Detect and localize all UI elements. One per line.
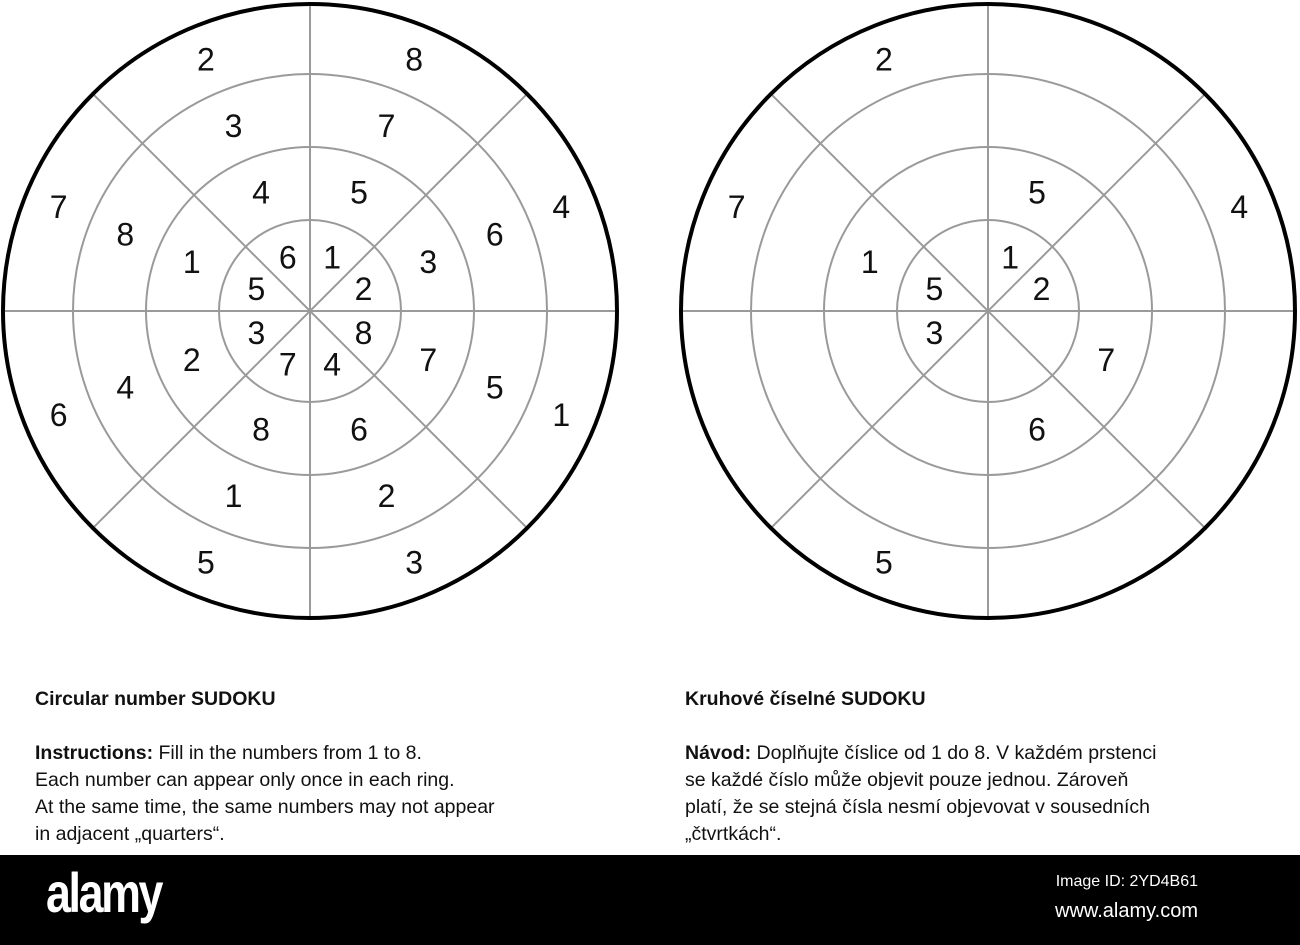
cell-number: 7 (49, 188, 68, 225)
watermark-footer (0, 855, 1300, 945)
cell-number: 5 (1028, 174, 1046, 211)
cell-number: 2 (354, 270, 373, 307)
instruction-line: se každé číslo může objevit pouze jednou. Zároveň (685, 769, 1129, 791)
cell-number: 4 (323, 346, 342, 383)
english-instructions (35, 686, 635, 848)
cell-number: 8 (116, 216, 135, 253)
cell-number: 7 (419, 341, 438, 378)
cell-number: 7 (377, 108, 396, 145)
circular-sudoku-puzzle (678, 0, 1298, 622)
cell-number: 1 (552, 397, 571, 434)
cell-number: 1 (323, 239, 342, 276)
cell-number: 4 (252, 174, 270, 211)
cell-number: 8 (405, 41, 423, 78)
cell-number: 3 (405, 544, 423, 581)
cell-number: 8 (354, 315, 373, 352)
cell-number: 4 (552, 188, 571, 225)
cell-number: 6 (278, 239, 297, 276)
cell-number: 1 (860, 244, 879, 281)
instructions-label: Instructions: (35, 742, 154, 764)
czech-instructions (685, 686, 1285, 848)
cell-number: 2 (1032, 270, 1051, 307)
cell-number: 7 (727, 188, 746, 225)
cell-number: 1 (224, 477, 243, 514)
cell-number: 6 (485, 216, 504, 253)
instruction-line: platí, že se stejná čísla nesmí objevovat v sousedních (685, 796, 1151, 818)
instruction-line: Each number can appear only once in each ring. (35, 769, 455, 791)
cell-number: 5 (875, 544, 893, 581)
cell-number: 6 (1028, 411, 1046, 448)
cell-number: 2 (377, 477, 396, 514)
cell-number: 3 (224, 108, 243, 145)
czech-title: Kruhové číselné SUDOKU (685, 688, 926, 710)
english-title: Circular number SUDOKU (35, 688, 276, 710)
cell-number: 5 (197, 544, 215, 581)
instruction-line: „čtvrtkách“. (685, 823, 782, 845)
circular-sudoku-solution (0, 0, 620, 622)
cell-number: 2 (197, 41, 215, 78)
cell-number: 5 (925, 270, 944, 307)
instruction-line: Fill in the numbers from 1 to 8. (153, 742, 422, 764)
cell-number: 2 (182, 341, 201, 378)
instruction-line: At the same time, the same numbers may not appear (35, 796, 495, 818)
cell-number: 7 (1097, 341, 1116, 378)
instruction-line: in adjacent „quarters“. (35, 823, 225, 845)
image-id: Image ID: 2YD4B61 (1055, 873, 1198, 890)
cell-number: 3 (419, 244, 438, 281)
cell-number: 6 (350, 411, 368, 448)
cell-number: 1 (1001, 239, 1020, 276)
cell-number: 1 (182, 244, 201, 281)
cell-number: 2 (875, 41, 893, 78)
cell-number: 5 (350, 174, 368, 211)
instruction-line: Doplňujte číslice od 1 do 8. V každém prstenci (751, 742, 1157, 764)
cell-number: 3 (925, 315, 944, 352)
cell-number: 8 (252, 411, 270, 448)
instructions-label: Návod: (685, 742, 752, 764)
cell-number: 4 (116, 369, 135, 406)
site-url: www.alamy.com (1055, 900, 1198, 922)
alamy-logo: alamy (46, 861, 162, 924)
cell-number: 7 (278, 346, 297, 383)
cell-number: 3 (247, 315, 266, 352)
cell-number: 4 (1230, 188, 1249, 225)
cell-number: 5 (485, 369, 504, 406)
cell-number: 5 (247, 270, 266, 307)
cell-number: 6 (49, 397, 68, 434)
